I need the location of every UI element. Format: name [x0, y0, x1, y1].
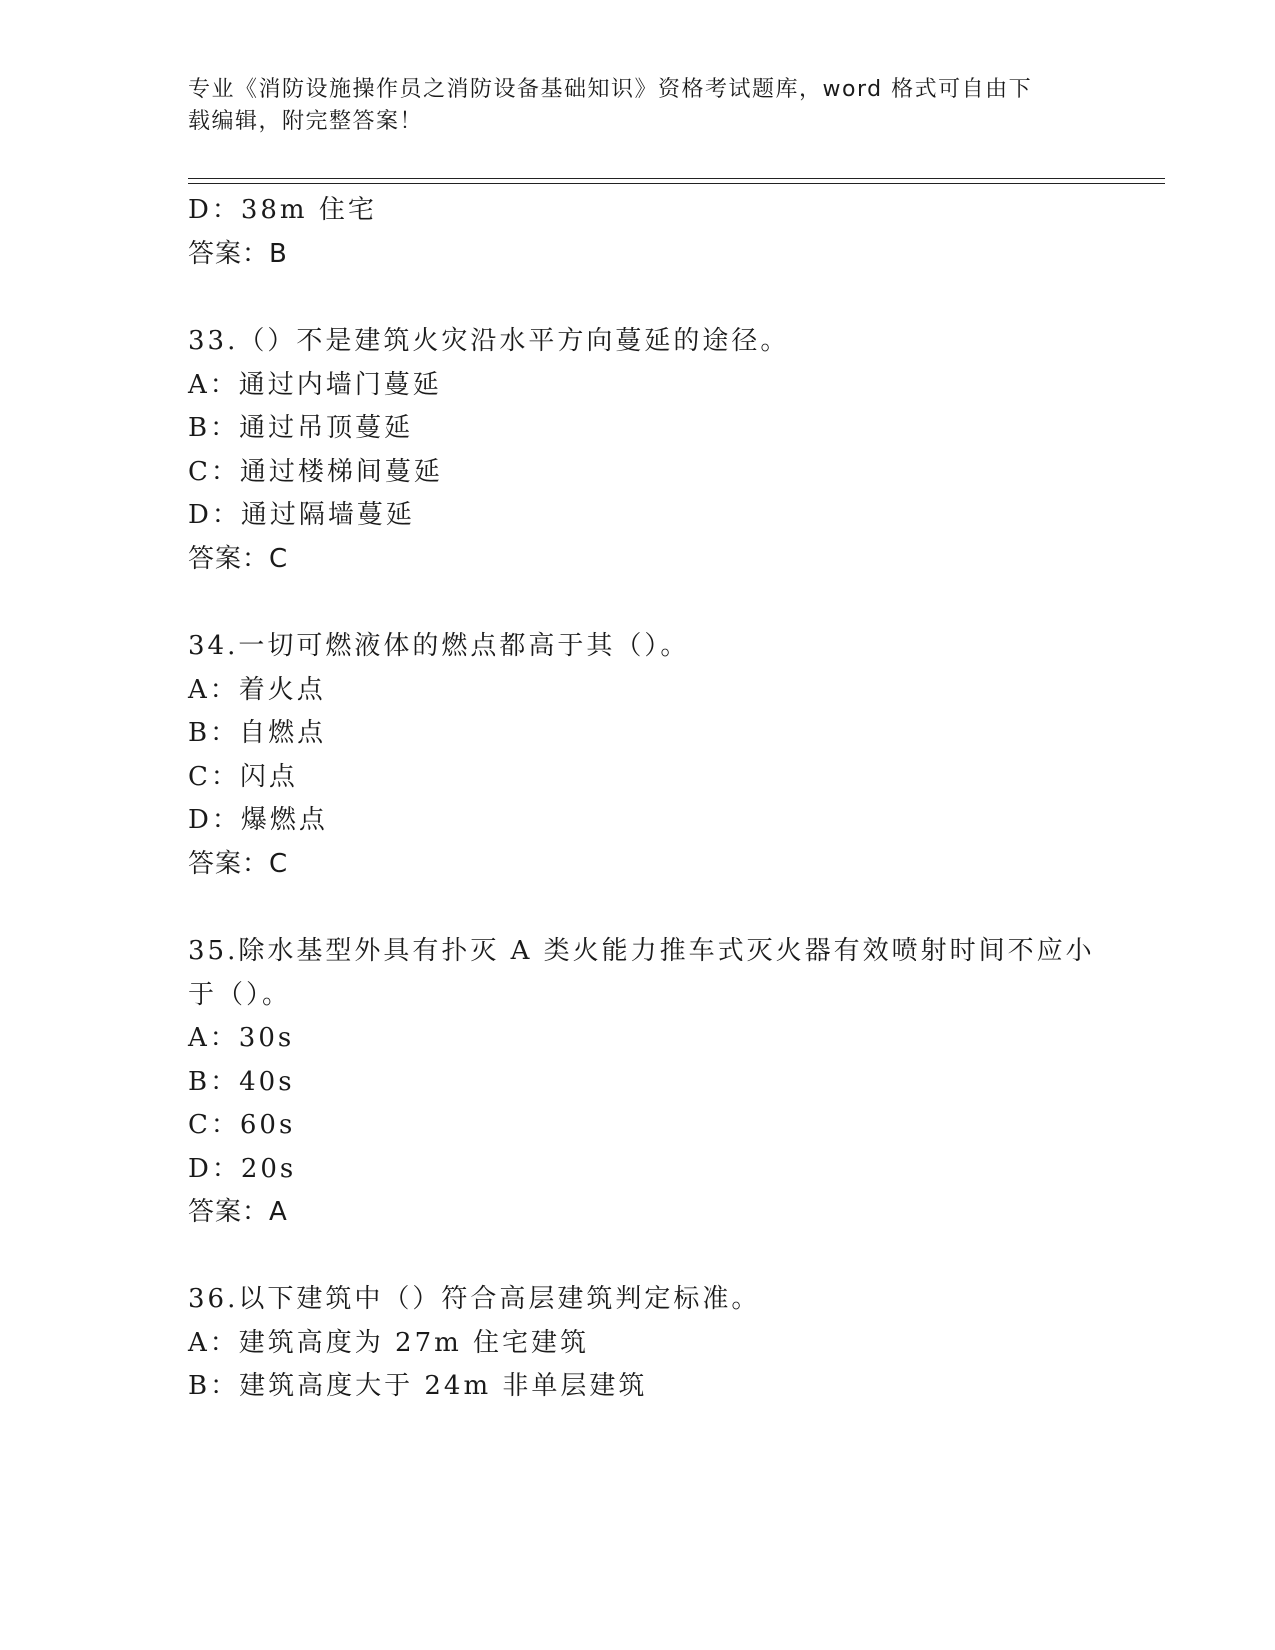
header-line-1: 专业《消防设施操作员之消防设备基础知识》资格考试题库，word 格式可自由下 [188, 77, 1033, 102]
question-35-answer: 答案：A [188, 1197, 288, 1227]
question-33-stem: 33.（）不是建筑火灾沿水平方向蔓延的途径。 [188, 326, 790, 356]
question-36-option-b: B：建筑高度大于 24m 非单层建筑 [188, 1371, 648, 1401]
question-33-option-a: A：通过内墙门蔓延 [188, 370, 442, 400]
question-35-option-b: B：40s [188, 1067, 295, 1097]
question-35-option-c: C：60s [188, 1110, 296, 1140]
header-line-2: 载编辑，附完整答案！ [188, 109, 424, 134]
question-33-option-b: B：通过吊顶蔓延 [188, 413, 414, 443]
question-36-option-a: A：建筑高度为 27m 住宅建筑 [188, 1328, 590, 1358]
question-36-stem: 36.以下建筑中（）符合高层建筑判定标准。 [188, 1284, 761, 1314]
question-33-answer: 答案：C [188, 544, 289, 574]
question-35-option-a: A：30s [188, 1023, 295, 1053]
question-33-option-c: C：通过楼梯间蔓延 [188, 457, 443, 487]
question-34-option-d: D：爆燃点 [188, 805, 328, 835]
question-34-option-a: A：着火点 [188, 675, 326, 705]
question-34-option-c: C：闪点 [188, 762, 298, 792]
question-34-option-b: B：自燃点 [188, 718, 327, 748]
question-33-option-d: D：通过隔墙蔓延 [188, 500, 415, 530]
prev-option-d: D：38m 住宅 [188, 195, 377, 225]
header-divider-top [188, 178, 1165, 179]
question-35-option-d: D：20s [188, 1154, 297, 1184]
question-35-stem-line-2: 于（）。 [188, 980, 292, 1010]
prev-answer: 答案：B [188, 239, 288, 269]
question-35-stem-line-1: 35.除水基型外具有扑灭 A 类火能力推车式灭火器有效喷射时间不应小 [188, 936, 1095, 966]
document-header [188, 74, 1088, 138]
header-divider-bottom [188, 183, 1165, 184]
question-34-stem: 34.一切可燃液体的燃点都高于其（）。 [188, 631, 690, 661]
question-34-answer: 答案：C [188, 849, 289, 879]
